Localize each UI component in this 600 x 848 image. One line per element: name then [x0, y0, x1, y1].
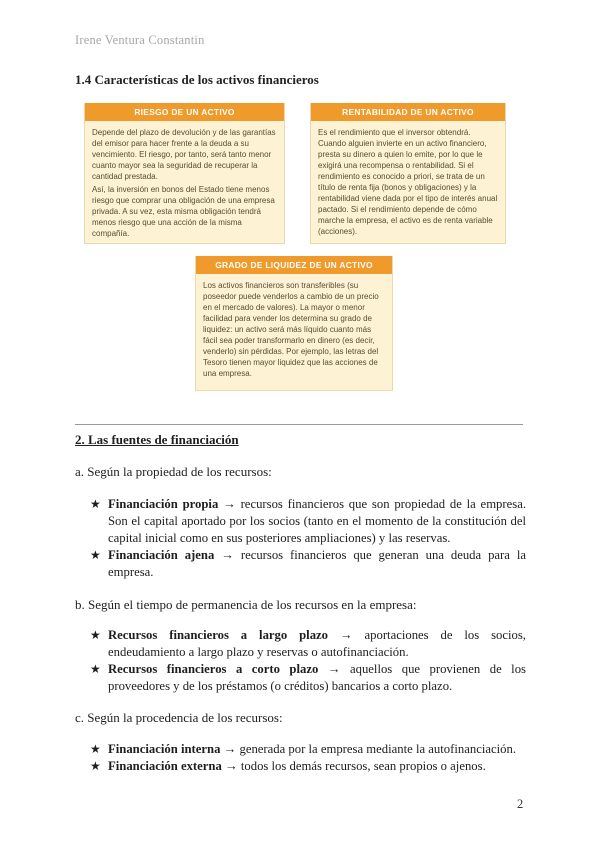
- star-bullet-icon: ★: [90, 497, 101, 511]
- card-riesgo-title: RIESGO DE UN ACTIVO: [85, 103, 284, 121]
- list-permanencia: [90, 627, 526, 695]
- list-item: [90, 741, 526, 758]
- star-bullet-icon: ★: [90, 548, 101, 562]
- star-bullet-icon: ★: [90, 662, 101, 676]
- card-rentabilidad-title: RENTABILIDAD DE UN ACTIVO: [311, 103, 505, 121]
- list-item: [90, 758, 526, 775]
- card-riesgo-p2: Así, la inversión en bonos del Estado tiene menos riesgo que comprar una obligación de una empresa privada. A su vez, esta misma obligación tendrá menos riesgo que una acción de la misma compañía.: [92, 185, 275, 238]
- definition: → todos los demás recursos, sean propios o ajenos.: [221, 759, 486, 773]
- definition: → aportaciones de los socios, endeudamiento a largo plazo y reservas o autofinanciación.: [108, 628, 526, 659]
- star-bullet-icon: ★: [90, 742, 101, 756]
- definition: → recursos financieros que generan una deuda para la empresa.: [108, 548, 526, 579]
- card-liquidez-title: GRADO DE LIQUIDEZ DE UN ACTIVO: [196, 256, 392, 274]
- page-header-author: Irene Ventura Constantin: [75, 33, 205, 47]
- list-propiedad: [90, 496, 526, 581]
- list-item: [90, 496, 526, 547]
- term: Recursos financieros a largo plazo: [108, 628, 329, 642]
- star-bullet-icon: ★: [90, 628, 101, 642]
- definition: → recursos financieros que son propiedad de la empresa. Son el capital aportado por los socios (tanto en el momento de la constitución del capital inicial como en sus posteriores ampliaciones) y las reservas.: [108, 497, 527, 545]
- card-rentabilidad: [310, 103, 506, 244]
- list-procedencia: [90, 741, 526, 775]
- section-divider: [75, 424, 523, 425]
- term: Financiación propia: [108, 497, 219, 511]
- star-bullet-icon: ★: [90, 759, 101, 773]
- card-rentabilidad-p1: Es el rendimiento que el inversor obtendrá. Cuando alguien invierte en un activo financiero, presta su dinero a quien lo emite, por lo que le exigirá una recompensa o rentabilidad. Si el rendimiento es conocido a priori, se trata de un título de renta fija (bonos y obligaciones) y la rentabilidad viene dada por el tipo de interés anual pactado. Si el rendimiento depende de cómo marche la empresa, el activo es de renta variable (acciones).: [318, 128, 498, 236]
- term: Financiación ajena: [108, 548, 215, 562]
- section-title-fuentes: 2. Las fuentes de financiación: [75, 432, 239, 447]
- card-liquidez-body: [196, 274, 392, 387]
- card-riesgo-p1: Depende del plazo de devolución y de las garantías del emisor para hacer frente a la deuda a su vencimiento. El riesgo, por tanto, será tanto menor cuanto mayor sea la seguridad de recuperar la cantidad prestada.: [92, 128, 276, 181]
- section-title-activos: 1.4 Características de los activos financieros: [75, 72, 319, 87]
- subheading-procedencia: c. Según la procedencia de los recursos:: [75, 710, 283, 725]
- list-item: [90, 547, 526, 581]
- page-number: 2: [517, 797, 524, 811]
- definition: → generada por la empresa mediante la autofinanciación.: [220, 742, 516, 756]
- card-liquidez-p1: Los activos financieros son transferibles (su poseedor puede venderlos a cambio de un precio en el mercado de valores). La mayor o menor facilidad para vender los determina su grado de liquidez: un activo será más líquido cuanto más fácil sea poder transformarlo en dinero (es decir, venderlo) sin pérdidas. Por ejemplo, las letras del Tesoro tienen mayor liquidez que las acciones de una empresa.: [203, 281, 379, 378]
- term: Financiación interna: [108, 742, 221, 756]
- card-rentabilidad-body: [311, 121, 505, 245]
- term: Financiación externa: [108, 759, 222, 773]
- card-riesgo: [84, 103, 285, 244]
- subheading-propiedad: a. Según la propiedad de los recursos:: [75, 464, 272, 479]
- term: Recursos financieros a corto plazo: [108, 662, 319, 676]
- subheading-permanencia: b. Según el tiempo de permanencia de los recursos en la empresa:: [75, 597, 417, 612]
- list-item: [90, 661, 526, 695]
- card-liquidez: [195, 256, 393, 391]
- card-riesgo-body: [85, 121, 284, 247]
- definition: → aquellos que provienen de los proveedores y de los préstamos (o créditos) bancarios a corto plazo.: [108, 662, 526, 693]
- list-item: [90, 627, 526, 661]
